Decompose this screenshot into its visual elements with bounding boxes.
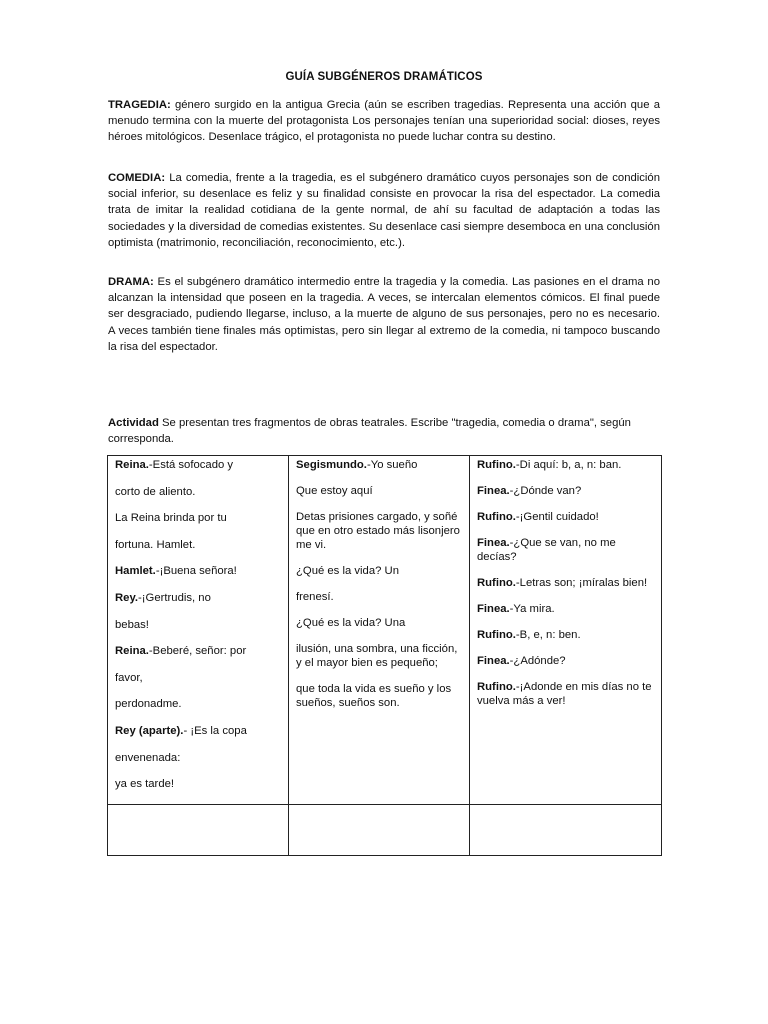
dialogue-text: -¿Que se van, no me decías? [477, 537, 616, 563]
paragraph-comedia [108, 170, 660, 251]
fragment-cell-2 [289, 456, 470, 805]
page-title: GUÍA SUBGÉNEROS DRAMÁTICOS [285, 71, 483, 83]
dialogue-line [477, 602, 654, 616]
dialogue-text: -¡Buena señora! [155, 565, 237, 578]
dialogue-text: -¡Adonde en mis días no te vuelva más a ver! [477, 681, 652, 707]
speaker-name: Rufino. [477, 681, 516, 693]
dialogue-line [115, 644, 281, 658]
speaker-name: Reina. [115, 459, 149, 471]
dialogue-line [115, 485, 281, 499]
dialogue-line [296, 564, 462, 578]
activity-text: Se presentan tres fragmentos de obras teatrales. Escribe "tragedia, comedia o drama", según corresponda. [108, 417, 631, 446]
activity-term: Actividad [108, 417, 159, 429]
dialogue-text: que toda la vida es sueño y los sueños, sueños son. [296, 683, 452, 709]
speaker-name: Hamlet. [115, 565, 156, 578]
dialogue-text: ¿Qué es la vida? Una [296, 617, 406, 629]
dialogue-text: Detas prisiones cargado, y soñé que en otro estado más lisonjero me vi. [296, 511, 460, 551]
dialogue-line [115, 538, 281, 552]
answer-cell-1[interactable] [108, 804, 289, 855]
dialogue-line [296, 484, 462, 498]
dialogue-text: La Reina brinda por tu [115, 512, 227, 525]
dialogue-line [296, 510, 462, 552]
dialogue-text: ya es tarde! [115, 778, 175, 791]
answers-row [108, 804, 662, 855]
dialogue-line [296, 590, 462, 604]
answer-cell-3[interactable] [470, 804, 662, 855]
dialogue-text: -Yo sueño [366, 459, 418, 471]
dialogue-text: -¿Dónde van? [509, 485, 582, 497]
speaker-name: Finea. [477, 485, 510, 497]
dialogue-line [115, 777, 281, 791]
speaker-name: Finea. [477, 655, 510, 667]
dialogue-text: favor, [115, 671, 143, 684]
dialogue-line [115, 671, 281, 685]
dialogue-line [477, 576, 654, 590]
dialogue-text: -Letras son; ¡míralas bien! [515, 577, 648, 589]
dialogue-line [477, 484, 654, 498]
dialogue-text: -B, e, n: ben. [515, 629, 581, 641]
speaker-name: Rey (aparte). [115, 724, 184, 737]
term-tragedia: TRAGEDIA: [108, 99, 171, 111]
fragment-cell-3 [470, 456, 662, 805]
answer-cell-2[interactable] [289, 804, 470, 855]
dialogue-line [115, 591, 281, 605]
speaker-name: Rufino. [477, 511, 516, 523]
speaker-name: Finea. [477, 537, 510, 549]
dialogue-line [115, 511, 281, 525]
dialogue-text: -Ya mira. [509, 603, 555, 615]
fragment-cell-1 [108, 456, 289, 805]
dialogue-line [296, 682, 462, 710]
dialogue-line [477, 654, 654, 668]
dialogue-line [115, 618, 281, 632]
speaker-name: Finea. [477, 603, 510, 615]
paragraph-tragedia [108, 97, 660, 146]
text-drama: Es el subgénero dramático intermedio entre la tragedia y la comedia. Las pasiones en el drama no alcanzan la intensidad que poseen en la tragedia. A veces, se intercalan elementos cómicos. El final puede ser desgraciado, pudiendo llegarse, incluso, a la muerte de alguno de sus personajes, pero no es necesario. A veces también tiene finales más optimistas, pero sin llegar al extremo de la comedia, ni tampoco buscando la risa del espectador. [108, 276, 660, 353]
dialogue-text: perdonadme. [115, 698, 182, 711]
dialogue-line [296, 616, 462, 630]
dialogue-line [477, 536, 654, 564]
dialogue-text: -¿Adónde? [509, 655, 566, 667]
activity-instructions [108, 415, 660, 447]
dialogue-line [115, 751, 281, 765]
dialogue-text: fortuna. Hamlet. [115, 538, 196, 551]
dialogue-text: - ¡Es la copa [183, 724, 247, 737]
dialogue-text: -Beberé, señor: por [148, 645, 247, 658]
dialogue-line [115, 458, 281, 472]
paragraph-drama [108, 274, 660, 355]
dialogue-line [115, 697, 281, 711]
dialogue-text: envenenada: [115, 751, 181, 764]
dialogue-text: -Di aquí: b, a, n: ban. [515, 459, 622, 471]
dialogue-line [115, 724, 281, 738]
speaker-name: Rufino. [477, 629, 516, 641]
dialogue-text: bebas! [115, 618, 149, 631]
dialogue-line [477, 458, 654, 472]
speaker-name: Rufino. [477, 459, 516, 471]
dialogue-line [296, 458, 462, 472]
dialogue-line [115, 564, 281, 578]
dialogue-text: -¡Gertrudis, no [138, 591, 211, 604]
dialogue-line [477, 510, 654, 524]
dialogue-text: Que estoy aquí [296, 485, 373, 497]
dialogue-text: ¿Qué es la vida? Un [296, 565, 399, 577]
text-comedia: La comedia, frente a la tragedia, es el subgénero dramático cuyos personajes son de condición social inferior, su desenlace es feliz y su finalidad consiste en provocar la risa del espectador. La comedia trata de imitar la realidad cotidiana de la gente normal, de ahí su facultad de adaptación a todas las sociedades y la diversidad de comedias existentes. Su desenlace casi siempre desemboca en una conclusión optimista (matrimonio, reconciliación, reconocimiento, etc.). [108, 172, 660, 249]
dialogue-text: -Está sofocado y [148, 459, 234, 471]
dialogue-line [296, 642, 462, 670]
speaker-name: Reina. [115, 645, 149, 658]
term-comedia: COMEDIA: [108, 172, 166, 184]
dialogue-text: frenesí. [296, 591, 334, 603]
dialogue-line [477, 628, 654, 642]
speaker-name: Rey. [115, 591, 139, 604]
dialogue-text: -¡Gentil cuidado! [515, 511, 599, 523]
speaker-name: Rufino. [477, 577, 516, 589]
dialogue-text: ilusión, una sombra, una ficción, y el mayor bien es pequeño; [296, 643, 458, 669]
text-tragedia: género surgido en la antigua Grecia (aún se escriben tragedias. Representa una acción que a menudo termina con la muerte del protagonista Los personajes tenían una superioridad social: dioses, reyes héroes mitológicos. Desenlace trágico, el protagonista no puede luchar contra su destino. [108, 99, 660, 144]
dialogue-line [477, 680, 654, 708]
term-drama: DRAMA: [108, 276, 154, 288]
fragments-row [108, 456, 662, 805]
fragments-table [107, 455, 662, 856]
dialogue-text: corto de aliento. [115, 485, 196, 498]
speaker-name: Segismundo. [296, 459, 367, 471]
